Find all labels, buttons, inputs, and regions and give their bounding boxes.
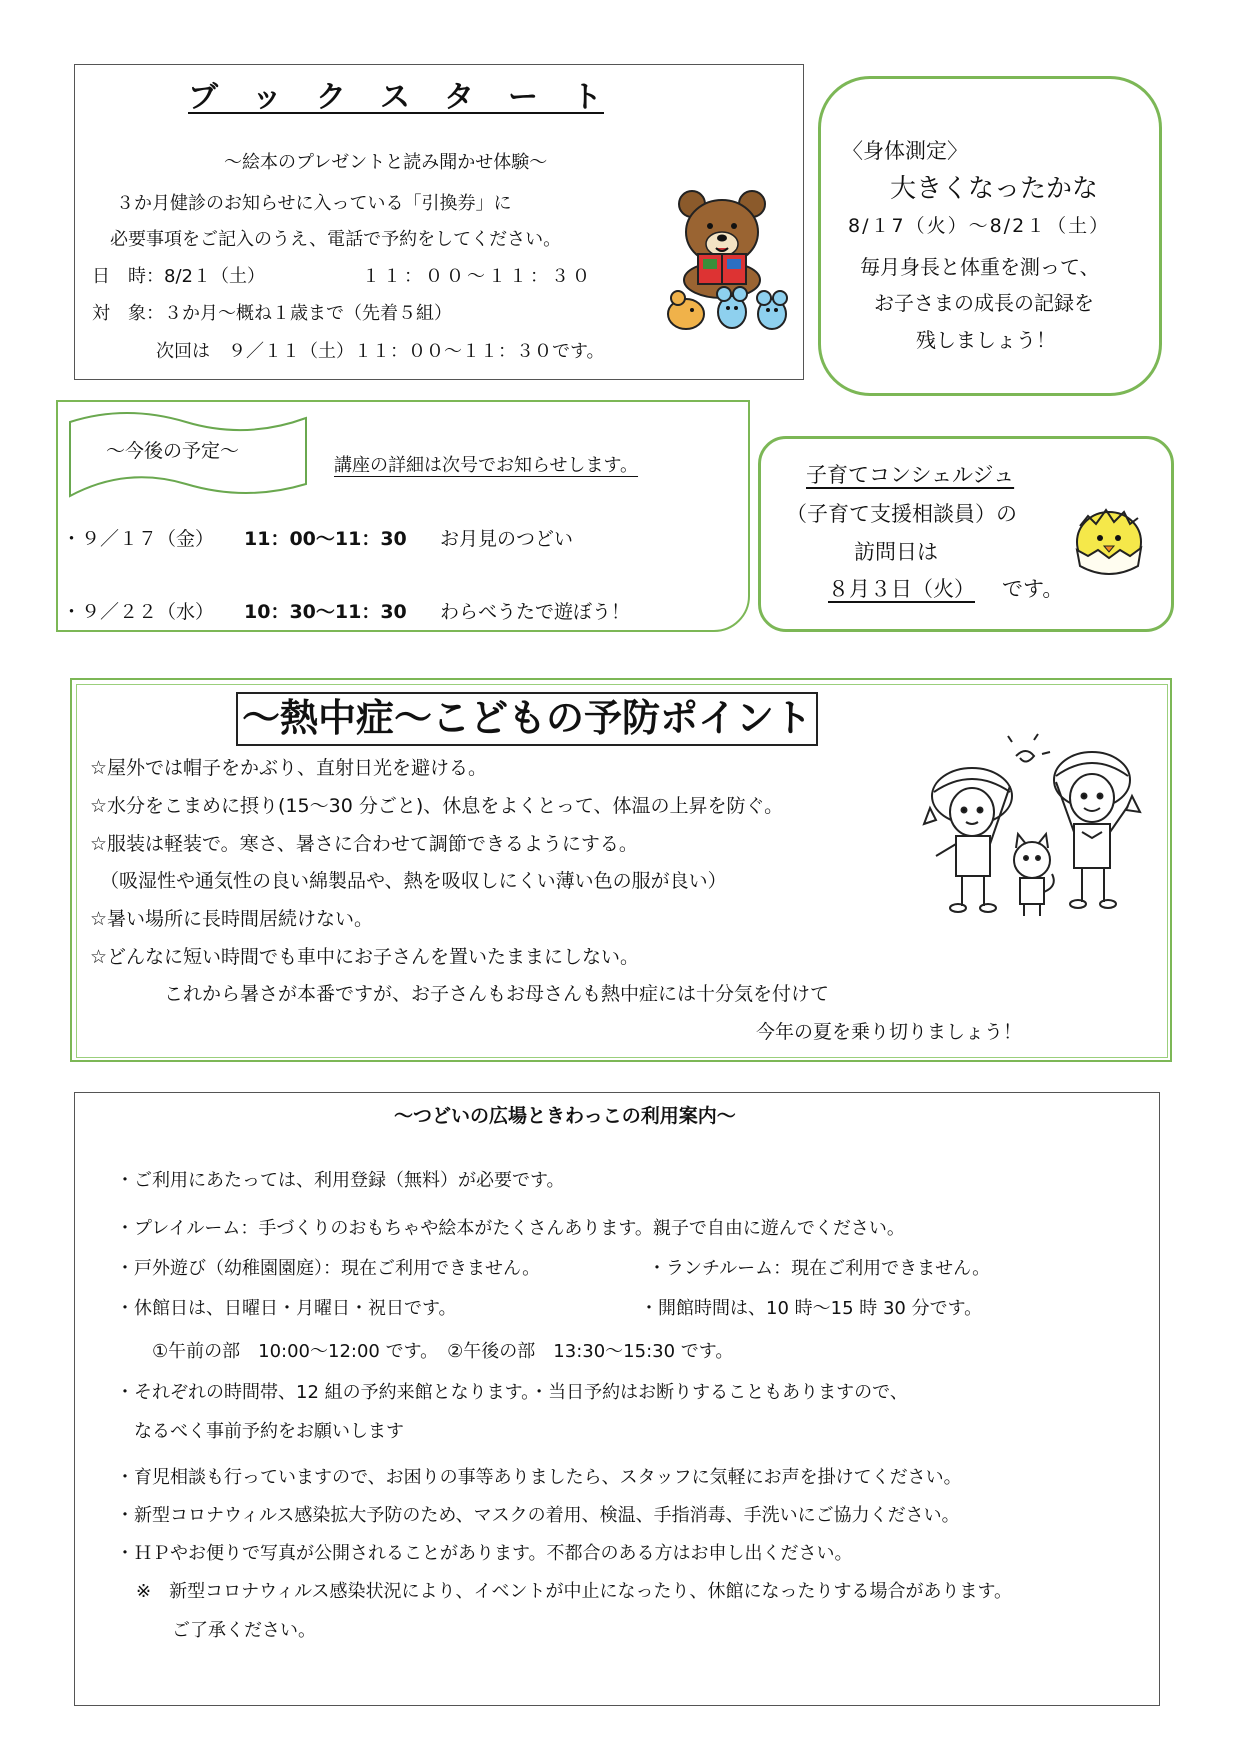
heatstroke-title: ～熱中症～こどもの予防ポイント (236, 692, 818, 746)
heatstroke-closing-2: 今年の夏を乗り切りましょう！ (756, 1021, 1023, 1043)
schedule-item-2-time: 10：30～11：30 (244, 601, 407, 623)
measure-line1: 毎月身長と体重を測って、 (860, 255, 1100, 279)
bookstart-title: ブ ッ ク ス タ ー ト (188, 80, 604, 115)
measure-date: 8/１7（火）～8/2１（土） (848, 215, 1111, 237)
bookstart-next: 次回は ９／１１（土）１１：００～１１：３０です。 (156, 341, 605, 362)
guide-line-6: ・それぞれの時間帯、12 組の予約来館となります。・当日予約はお断りすることもありますので、 (116, 1382, 908, 1403)
heatstroke-point-5: ☆暑い場所に長時間居続けない。 (90, 908, 374, 930)
measure-heading: 〈身体測定〉 (842, 139, 968, 163)
chick-egg-icon (1068, 502, 1150, 584)
concierge-date: ８月３日（火） (828, 577, 975, 601)
guide-line-9: ・新型コロナウィルス感染拡大予防のため、マスクの着用、検温、手指消毒、手洗いにご協力ください。 (116, 1505, 960, 1526)
bookstart-datetime-label: 日 時：8/2１（土） (92, 266, 265, 287)
heatstroke-point-1: ☆屋外では帽子をかぶり、直射日光を避ける。 (90, 757, 488, 779)
guide-title: ～つどいの広場ときわっこの利用案内～ (394, 1105, 736, 1127)
heatstroke-point-6: ☆どんなに短い時間でも車中にお子さんを置いたままにしない。 (90, 946, 640, 968)
guide-line-1: ・ご利用にあたっては、利用登録（無料）が必要です。 (116, 1170, 565, 1191)
measure-title: 大きくなったかな (890, 174, 1099, 204)
heatstroke-point-3: ☆服装は軽装で。寒さ、暑さに合わせて調節できるようにする。 (90, 833, 638, 855)
bookstart-subtitle: ～絵本のプレゼントと読み聞かせ体験～ (224, 152, 548, 173)
bear-reading-icon (676, 188, 768, 296)
guide-line-11: ※ 新型コロナウィルス感染状況により、イベントが中止になったり、休館になったりする場合があります。 (136, 1581, 1013, 1602)
schedule-item-1-time: 11：00～11：30 (244, 528, 407, 550)
guide-line-2: ・プレイルーム：手づくりのおもちゃや絵本がたくさんあります。親子で自由に遊んでください。 (116, 1218, 905, 1239)
schedule-item-2-title: わらべうたで遊ぼう！ (440, 601, 631, 623)
measure-line2: お子さまの成長の記録を (874, 291, 1094, 315)
guide-line-4a: ・休館日は、日曜日・月曜日・祝日です。 (116, 1298, 457, 1319)
concierge-title: 子育てコンシェルジュ (806, 463, 1015, 487)
concierge-line3: 訪問日は (854, 540, 938, 564)
bookstart-datetime-value: １１：００～１１：３０ (362, 266, 593, 287)
heatstroke-point-4: （吸湿性や通気性の良い綿製品や、熱を吸収しにくい薄い色の服が良い） (100, 870, 727, 892)
schedule-item-1-title: お月見のつどい (440, 528, 574, 550)
guide-line-10: ・ＨＰやお便りで写真が公開されることがあります。不都合のある方はお申し出ください。 (116, 1543, 853, 1564)
heatstroke-closing-1: これから暑さが本番ですが、お子さんもお母さんも熱中症には十分気を付けて (164, 983, 830, 1005)
bookstart-line2: 必要事項をご記入のうえ、電話で予約をしてください。 (110, 229, 562, 250)
guide-line-3b: ・ランチルーム：現在ご利用できません。 (648, 1258, 991, 1279)
schedule-banner: ～今後の予定～ (106, 440, 240, 462)
guide-line-8: ・育児相談も行っていますので、お困りの事等ありましたら、スタッフに気軽にお声を掛けてください。 (116, 1467, 962, 1488)
schedule-item-2-date: ・９／２２（水） (62, 601, 215, 623)
measure-line3: 残しましょう！ (916, 328, 1056, 352)
concierge-line2: （子育て支援相談員）の (786, 502, 1017, 526)
children-sun-hat-icon (922, 736, 1142, 926)
schedule-note: 講座の詳細は次号でお知らせします。 (334, 455, 639, 476)
guide-line-7: なるべく事前予約をお願いします (134, 1421, 404, 1442)
guide-line-4b: ・開館時間は、10 時～15 時 30 分です。 (640, 1298, 983, 1319)
mice-icon (664, 282, 792, 334)
guide-line-5: ①午前の部 10:00～12:00 です。 ②午後の部 13:30～15:30 です。 (152, 1341, 734, 1362)
bookstart-target: 対 象：３か月～概ね１歳まで（先着５組） (92, 303, 452, 324)
schedule-item-1-date: ・９／１７（金） (62, 528, 215, 550)
concierge-suffix: です。 (1002, 577, 1064, 601)
guide-line-3a: ・戸外遊び（幼稚園園庭）：現在ご利用できません。 (116, 1258, 541, 1279)
bookstart-line1: ３か月健診のお知らせに入っている「引換券」に (116, 193, 512, 214)
heatstroke-point-2: ☆水分をこまめに摂り(15～30 分ごと)、休息をよくとって、体温の上昇を防ぐ。 (90, 795, 784, 817)
guide-line-12: ご了承ください。 (172, 1620, 316, 1641)
